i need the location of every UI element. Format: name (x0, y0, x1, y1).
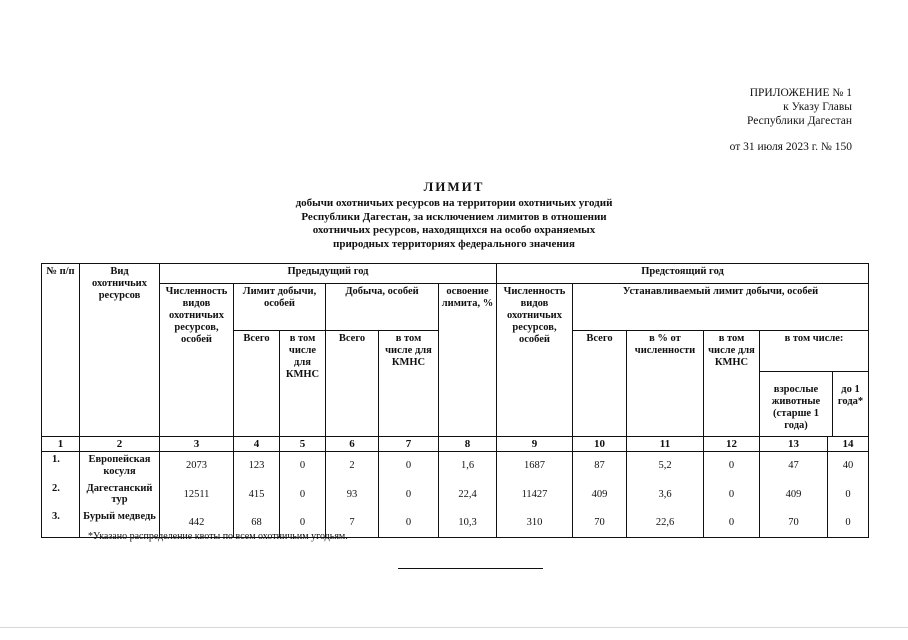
column-number: 13 (760, 437, 828, 452)
cell-next-limit-percent: 3,6 (627, 481, 704, 509)
cell-prev-limit-total: 415 (234, 481, 280, 509)
cell-next-limit-total: 87 (573, 452, 627, 481)
cell-next-limit-total: 70 (573, 509, 627, 538)
header-young: до 1 года* (837, 384, 864, 407)
title-sub-line: Республики Дагестан, за исключением лимитов в отношении (301, 210, 607, 223)
appendix-date: от 31 июля 2023 г. № 150 (729, 141, 852, 153)
appendix-header (692, 86, 852, 154)
row-index: 2. (42, 481, 80, 509)
cell-next-young: 40 (828, 452, 869, 481)
cell-next-limit-total: 409 (573, 481, 627, 509)
cell-prev-limit-total: 123 (234, 452, 280, 481)
footnote: *Указано распределение квоты по всем охотничьим угодьям. (88, 531, 348, 542)
table-row (42, 452, 869, 481)
column-number: 7 (379, 437, 439, 452)
title-sub-line: природных территориях федерального значения (333, 237, 575, 250)
column-number: 9 (497, 437, 573, 452)
header-number: № п/п (42, 264, 80, 437)
row-resource-name: Дагестанский тур (80, 481, 160, 509)
cell-prev-limit-use: 22,4 (439, 481, 497, 509)
header-next-limit-kmns: в том числе для КМНС (704, 331, 760, 437)
appendix-line-republic: Республики Дагестан (747, 115, 852, 127)
column-number-row (42, 437, 869, 452)
page-edge (0, 627, 908, 628)
cell-next-young: 0 (828, 509, 869, 538)
column-number: 1 (42, 437, 80, 452)
cell-next-adults: 47 (760, 452, 828, 481)
header-next-limit: Устанавливаемый лимит добычи, особей (573, 284, 869, 331)
cell-next-young: 0 (828, 481, 869, 509)
document-title (0, 179, 908, 251)
column-number: 10 (573, 437, 627, 452)
header-previous-year: Предыдущий год (160, 264, 497, 284)
cell-prev-harvest-total: 2 (326, 452, 379, 481)
column-number: 12 (704, 437, 760, 452)
column-number: 6 (326, 437, 379, 452)
cell-prev-harvest-total: 7 (326, 509, 379, 538)
cell-next-population: 1687 (497, 452, 573, 481)
cell-next-population: 11427 (497, 481, 573, 509)
row-index: 3. (42, 509, 80, 538)
cell-prev-limit-total: 68 (234, 509, 280, 538)
header-resource-kind: Вид охотничьих ресурсов (80, 264, 160, 437)
header-including (760, 331, 869, 437)
cell-prev-population: 12511 (160, 481, 234, 509)
cell-prev-harvest-kmns: 0 (379, 452, 439, 481)
header-prev-population: Численность видов охотничьих ресурсов, особей (160, 284, 234, 437)
header-prev-limit-total: Всего (234, 331, 280, 437)
cell-next-limit-kmns: 0 (704, 509, 760, 538)
cell-prev-limit-kmns: 0 (280, 452, 326, 481)
cell-prev-population: 2073 (160, 452, 234, 481)
cell-prev-harvest-total: 93 (326, 481, 379, 509)
header-including-label: в том числе: (760, 331, 868, 372)
cell-next-population: 310 (497, 509, 573, 538)
column-number: 11 (627, 437, 704, 452)
header-next-limit-total: Всего (573, 331, 627, 437)
column-number: 5 (280, 437, 326, 452)
cell-prev-harvest-kmns: 0 (379, 481, 439, 509)
column-number: 4 (234, 437, 280, 452)
cell-prev-limit-kmns: 0 (280, 509, 326, 538)
column-number: 8 (439, 437, 497, 452)
cell-next-limit-percent: 5,2 (627, 452, 704, 481)
row-resource-name: Бурый медведь (80, 509, 160, 538)
column-number: 14 (828, 437, 869, 452)
cell-next-limit-percent: 22,6 (627, 509, 704, 538)
cell-prev-limit-kmns: 0 (280, 481, 326, 509)
title-sub-line: добычи охотничьих ресурсов на территории охотничьих угодий (295, 197, 613, 209)
header-next-limit-percent: в % от численности (627, 331, 704, 437)
cell-prev-harvest-kmns: 0 (379, 509, 439, 538)
cell-next-limit-kmns: 0 (704, 452, 760, 481)
cell-prev-limit-use: 10,3 (439, 509, 497, 538)
row-index: 1. (42, 452, 80, 481)
header-prev-harvest: Добыча, особей (326, 284, 439, 331)
header-prev-limit: Лимит добычи, особей (234, 284, 326, 331)
title-sub-line: охотничьих ресурсов, находящихся на особо охраняемых (312, 224, 596, 236)
header-prev-limit-kmns: в том числе для КМНС (280, 331, 326, 437)
header-prev-harvest-kmns: в том числе для КМНС (379, 331, 439, 437)
cell-next-limit-kmns: 0 (704, 481, 760, 509)
appendix-title: ПРИЛОЖЕНИЕ № 1 (749, 87, 852, 99)
cell-prev-population: 442 (160, 509, 234, 538)
cell-next-adults: 409 (760, 481, 828, 509)
header-next-year: Предстоящий год (497, 264, 869, 284)
header-next-population: Численность видов охотничьих ресурсов, особей (497, 284, 573, 437)
header-prev-harvest-total: Всего (326, 331, 379, 437)
appendix-line-decree: к Указу Главы (783, 101, 852, 113)
cell-prev-limit-use: 1,6 (439, 452, 497, 481)
divider-line (398, 568, 543, 569)
column-number: 3 (160, 437, 234, 452)
cell-next-adults: 70 (760, 509, 828, 538)
title-main: ЛИМИТ (423, 179, 485, 194)
table-row (42, 481, 869, 509)
header-adults: взрослые животные (старше 1 года) (760, 372, 833, 436)
limit-table (41, 263, 869, 538)
column-number: 2 (80, 437, 160, 452)
row-resource-name: Европейская косуля (80, 452, 160, 481)
header-prev-limit-use: освоение лимита, % (439, 284, 497, 437)
